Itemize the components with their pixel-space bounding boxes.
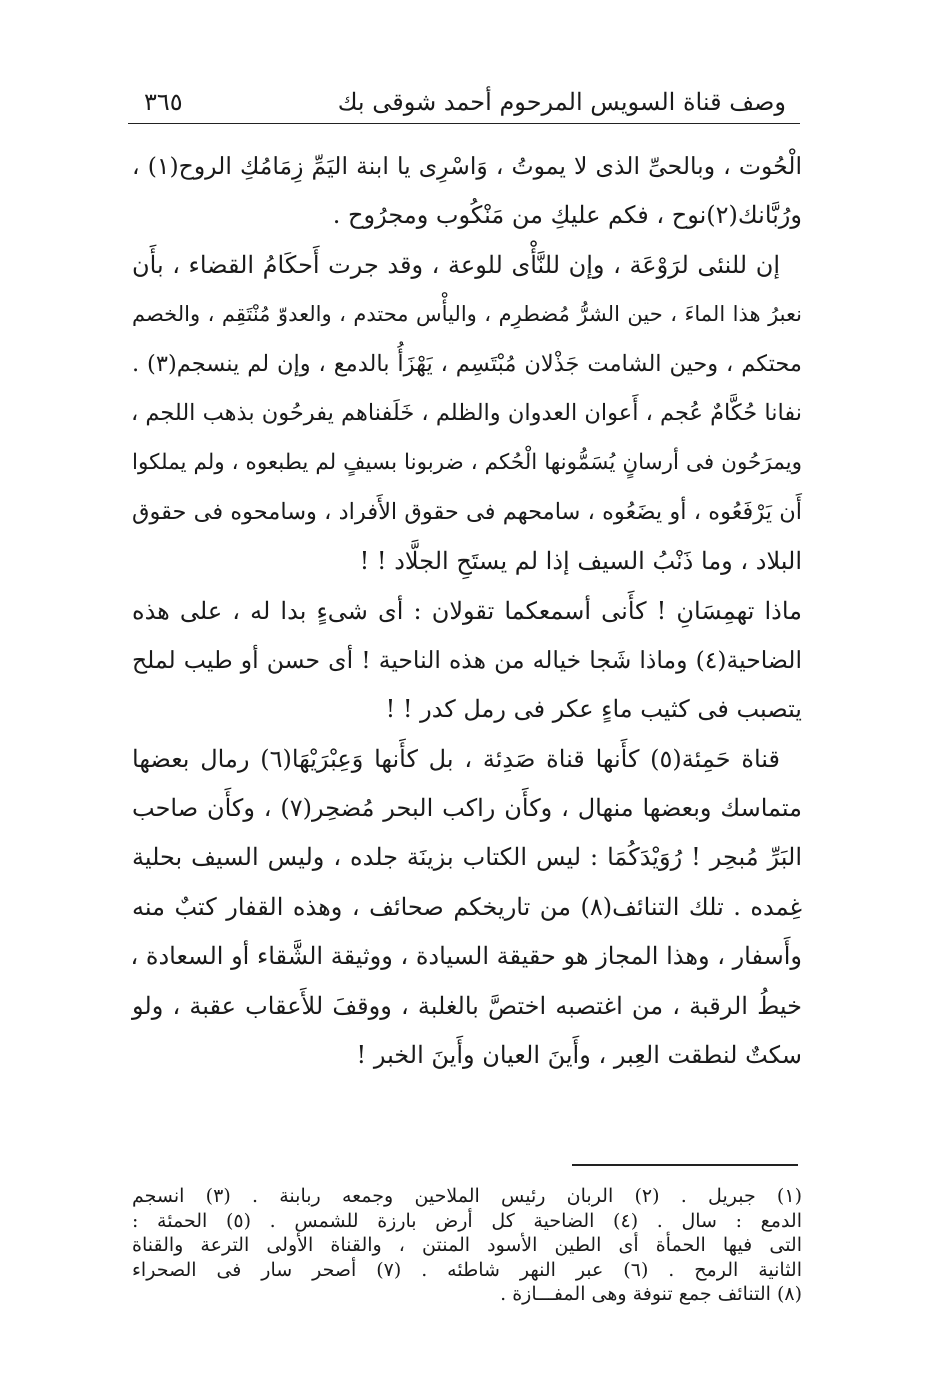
text-line: نعبرُ هذا الماءَ ، حين الشرُّ مُضطرِم ، واليأْس محتدم ، والعدوّ مُنْتَقِم ، والخصم: [132, 302, 802, 327]
running-title: وصف قناة السويس المرحوم أحمد شوقى بك: [337, 88, 786, 116]
text-line: أَن يَرْفَعُوه ، أو يضَعُوه ، سامحهم فى حقوق الأَفراد ، وسامحوه فى حقوق: [132, 498, 802, 525]
text-line: إن للنئى لرَوْعَة ، وإن للنَّأْى للوعة ، وقد جرت أَحكَامُ القضاء ، بأَن: [132, 250, 780, 279]
text-line: نفانا حُكَّامٌ عُجم ، أَعوان العدوان والظلم ، خَلَفناهم يفرحُون بذهب اللجم ،: [130, 399, 802, 426]
text-line: وأَسفار ، وهذا المجاز هو حقيقة السيادة ، ووثيقة الشَّقاء أو السعادة ،: [130, 942, 802, 971]
footnote-line: الدمع : سال . (٤) الضاحية كل أرض بارزة للشمس . (٥) الحمئة :: [132, 1209, 803, 1232]
footnotes: [132, 1184, 802, 1307]
text-line: سكتٌ لنطقت العِبر ، وأَينَ العيان وأَينَ الخبر !: [356, 1041, 802, 1070]
text-line: قناة حَمِئة(٥) كأَنها قناة صَدِئة ، بل كأَنها وَعِبْرَيْهَا(٦) رمال بعضها: [132, 744, 780, 773]
text-line: غِمده . تلك التنائف(٨) من تاريخكم صحائف ، وهذه القفار كتبٌ منه: [132, 892, 803, 921]
footnote-line: (٨) التنائف جمع تنوفة وهى المفـــازة .: [500, 1283, 802, 1305]
page-header: [128, 84, 800, 124]
text-line: الضاحية(٤) وماذا شَجا خياله من هذه الناحية ! أى حسن أو طيب لملح: [132, 645, 802, 674]
footnote-line: التى فيها الحمأة أى الطين الأسود المنتن ، والقناة الأولى الترعة والقناة: [132, 1234, 802, 1256]
footnote-line: الثانية الرمح . (٦) عبر النهر شاطئه . (٧) أصحر سار فى الصحراء: [132, 1258, 802, 1281]
page-number: ٣٦٥: [144, 88, 183, 116]
text-line: ورُبَّانك(٢)نوح ، فكم عليكِ من مَنْكُوب ومجرُوح .: [332, 201, 802, 230]
text-line: خيطُ الرقبة ، من اغتصبه اختصَّ بالغلبة ، ووقفَ للأَعقاب عقبة ، ولو: [132, 991, 802, 1020]
text-line: متماسك وبعضها منهال ، وكأَن راكب البحر مُضحِر(٧) ، وكأَن صاحب: [132, 794, 803, 823]
text-line: الْحُوت ، وبالحىِّ الذى لا يموتُ ، وَاسْرِى يا ابنة اليَمِّ زِمَامُكِ الروح(١) ،: [132, 152, 802, 180]
text-line: ويمرَحُون فى أرسانٍ يُسَمُّونها الْحُكم ، ضربونا بسيفٍ لم يطبعوه ، ولم يملكوا: [132, 450, 802, 476]
text-line: البلاد ، وما ذَنْبُ السيف إذا لم يستَحِ الجلَّاد ! !: [359, 547, 802, 576]
text-line: يتصبب فى كثيب ماءٍ عكر فى رمل كدر ! !: [385, 695, 802, 724]
text-line: البَرِّ مُبحِر ! رُوَيْدَكُمَا : ليس الكتاب بزينَة جلده ، وليس السيف بحلية: [132, 843, 802, 872]
text-line: ماذا تهمِسَانِ ! كأَنى أسمعكما تقولان : أى شىءٍ بدا له ، على هذه: [132, 596, 802, 625]
footnote-rule: [572, 1164, 798, 1166]
footnote-line: (١) جبريل . (٢) الربان رئيس الملاحين وجمعه ربابنة . (٣) انسجم: [132, 1185, 802, 1207]
text-line: محتكم ، وحين الشامت جَذْلان مُبْتَسِم ، يَهْزَأُ بالدمع ، وإن لم ينسجم(٣) .: [132, 350, 802, 377]
header-rule: [128, 123, 800, 124]
body-text: [132, 142, 802, 1080]
